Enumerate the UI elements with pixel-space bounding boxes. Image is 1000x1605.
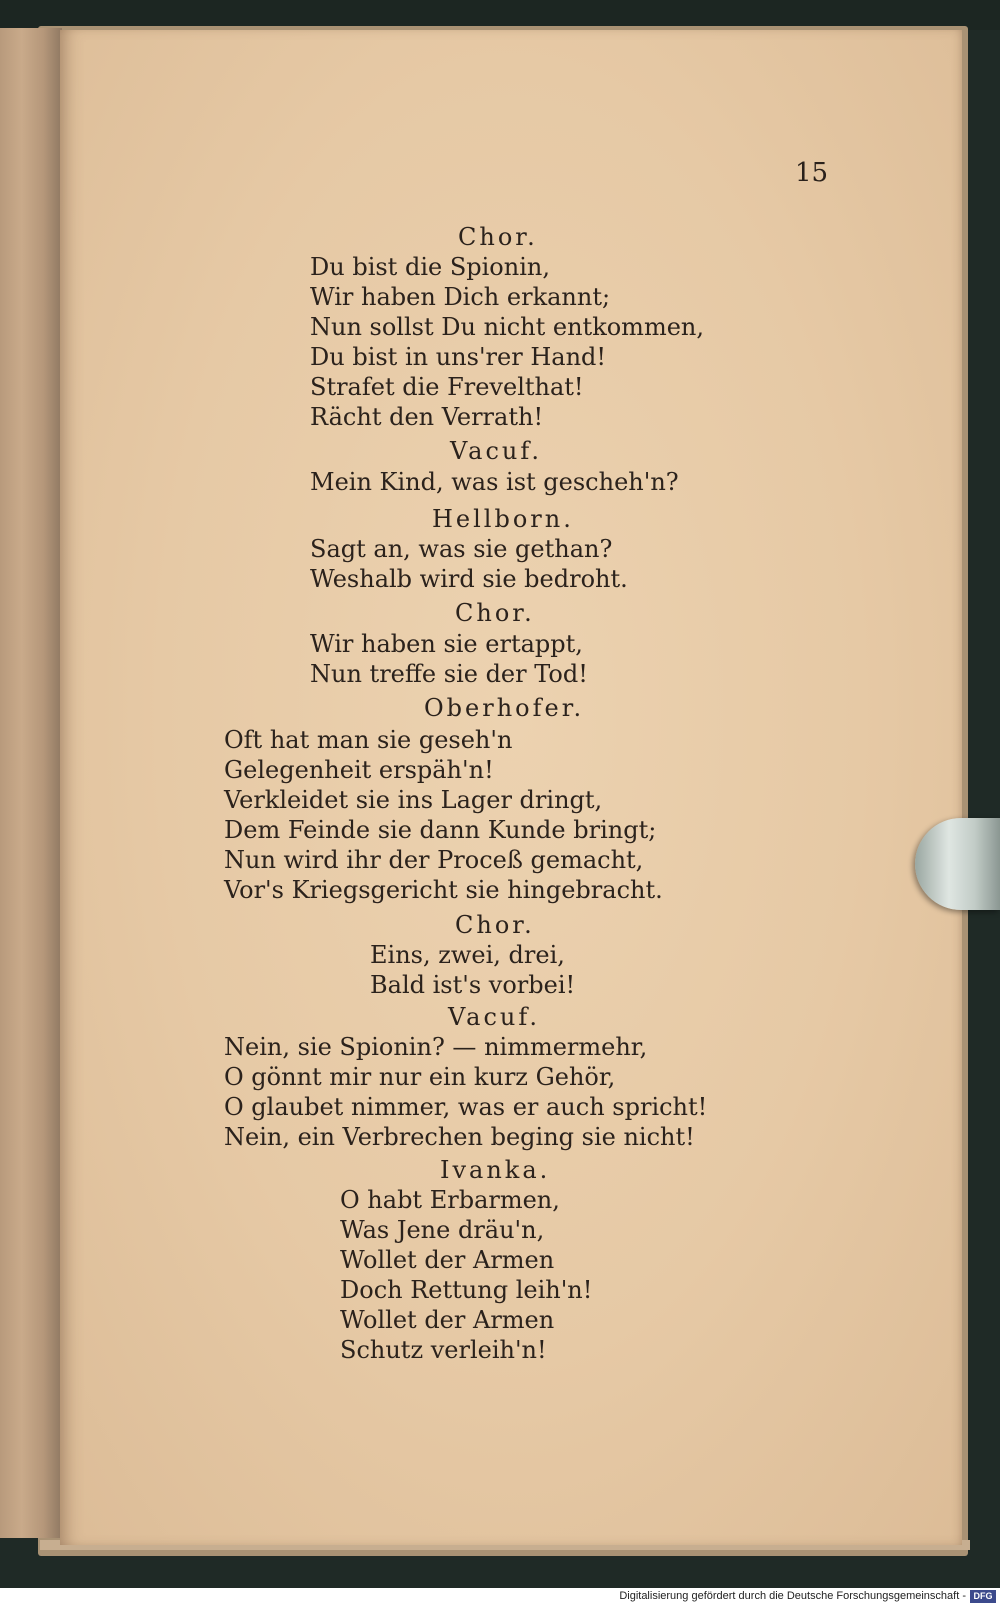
verse-line: Sagt an, was sie gethan? (310, 535, 613, 563)
verse-line: Strafet die Frevelthat! (310, 373, 584, 401)
verse-line: Du bist die Spionin, (310, 253, 550, 281)
verse-line: Nein, sie Spionin? — nimmermehr, (224, 1033, 648, 1061)
verse-line: Eins, zwei, drei, (370, 941, 565, 969)
verse-line: Du bist in uns'rer Hand! (310, 343, 607, 371)
verse-line: Weshalb wird sie bedroht. (310, 565, 628, 593)
verse-line: Was Jene dräu'n, (340, 1216, 545, 1244)
speaker-heading: Hellborn. (432, 505, 574, 533)
verse-line: Wir haben sie ertappt, (310, 630, 583, 658)
verse-line: Rächt den Verrath! (310, 403, 544, 431)
verse-line: Mein Kind, was ist gescheh'n? (310, 468, 679, 496)
footer-bar (0, 1588, 1000, 1605)
speaker-heading: Oberhofer. (424, 694, 585, 722)
verse-line: Nun wird ihr der Proceß gemacht, (224, 846, 644, 874)
page-clip (915, 818, 1000, 910)
verse-line: Vor's Kriegsgericht sie hingebracht. (224, 876, 663, 904)
verse-line: Nun sollst Du nicht entkommen, (310, 313, 704, 341)
speaker-heading: Ivanka. (440, 1156, 551, 1184)
speaker-heading: Vacuf. (450, 437, 542, 465)
verse-line: Wollet der Armen (340, 1306, 555, 1334)
verse-line: O glaubet nimmer, was er auch spricht! (224, 1093, 708, 1121)
facing-page-edge (0, 28, 62, 1538)
verse-line: Dem Feinde sie dann Kunde bringt; (224, 816, 657, 844)
verse-line: Nun treffe sie der Tod! (310, 660, 588, 688)
speaker-heading: Chor. (455, 911, 535, 939)
speaker-heading: Chor. (458, 223, 538, 251)
speaker-heading: Chor. (455, 599, 535, 627)
page-number: 15 (795, 158, 829, 188)
verse-line: Oft hat man sie geseh'n (224, 726, 513, 754)
verse-line: Bald ist's vorbei! (370, 971, 576, 999)
verse-line: Verkleidet sie ins Lager dringt, (224, 786, 603, 814)
funding-note: Digitalisierung gefördert durch die Deutsche Forschungsgemeinschaft - (619, 1590, 966, 1602)
verse-line: O habt Erbarmen, (340, 1186, 560, 1214)
verse-line: Schutz verleih'n! (340, 1336, 547, 1364)
verse-line: O gönnt mir nur ein kurz Gehör, (224, 1063, 616, 1091)
verse-line: Nein, ein Verbrechen beging sie nicht! (224, 1123, 695, 1151)
verse-line: Doch Rettung leih'n! (340, 1276, 593, 1304)
verse-line: Wollet der Armen (340, 1246, 555, 1274)
speaker-heading: Vacuf. (448, 1003, 540, 1031)
dfg-logo: DFG (970, 1590, 996, 1603)
verse-line: Wir haben Dich erkannt; (310, 283, 611, 311)
verse-line: Gelegenheit erspäh'n! (224, 756, 494, 784)
